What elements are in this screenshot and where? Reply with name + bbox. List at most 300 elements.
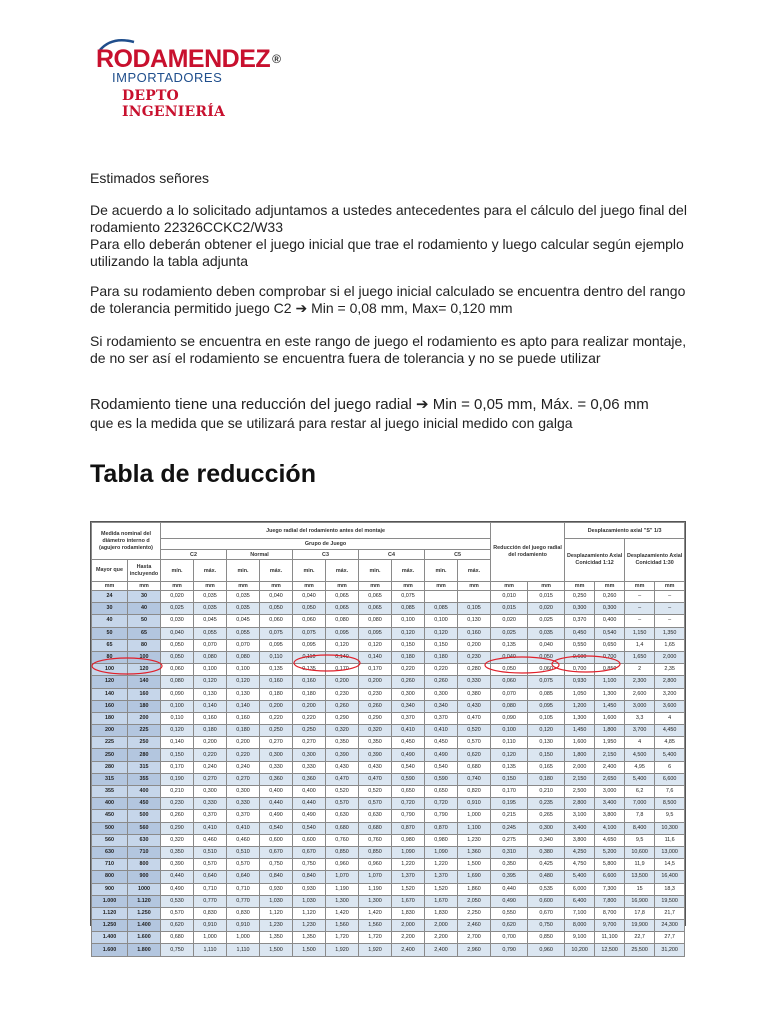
table-cell: 2,150: [595, 749, 625, 761]
logo-registered-mark: ®: [272, 52, 281, 66]
table-cell: 8,000: [565, 920, 595, 932]
unit-mm: mm: [293, 582, 326, 591]
table-cell: 0,065: [359, 603, 392, 615]
table-cell: 0,530: [161, 895, 194, 907]
table-cell: 22,7: [625, 932, 655, 944]
table-cell: 0,120: [161, 725, 194, 737]
table-cell: 0,080: [227, 651, 260, 663]
table-cell: 2,460: [458, 920, 491, 932]
table-cell: 0,010: [491, 591, 528, 603]
table-cell: 1,050: [565, 688, 595, 700]
table-cell: 11,9: [625, 859, 655, 871]
table-cell: 0,220: [194, 749, 227, 761]
table-cell: 0,300: [392, 688, 425, 700]
unit-mm: mm: [359, 582, 392, 591]
table-cell: 0,230: [359, 688, 392, 700]
table-cell: 1.600: [92, 944, 128, 956]
table-cell: 4,250: [565, 846, 595, 858]
unit-mm: mm: [92, 582, 128, 591]
table-cell: 0,270: [293, 737, 326, 749]
table-cell: 180: [92, 712, 128, 724]
table-cell: 1,030: [260, 895, 293, 907]
table-cell: 1.600: [128, 932, 161, 944]
table-cell: 0,160: [458, 627, 491, 639]
table-cell: –: [655, 615, 685, 627]
table-cell: 1,300: [565, 712, 595, 724]
unit-mm: mm: [625, 582, 655, 591]
table-row: [92, 907, 685, 919]
table-cell: 0,270: [227, 773, 260, 785]
table-cell: 0,250: [260, 725, 293, 737]
table-cell: 0,750: [293, 859, 326, 871]
table-cell: 4,750: [565, 859, 595, 871]
table-cell: 0,300: [194, 786, 227, 798]
table-cell: 0,055: [194, 627, 227, 639]
table-cell: 0,130: [458, 615, 491, 627]
table-cell: 3,100: [565, 810, 595, 822]
table-cell: 0,370: [565, 615, 595, 627]
table-cell: 0,045: [227, 615, 260, 627]
table-cell: 2,300: [625, 676, 655, 688]
table-cell: 0,450: [565, 627, 595, 639]
table-cell: 0,350: [161, 846, 194, 858]
table-cell: 0,850: [595, 664, 625, 676]
table-cell: 19,500: [655, 895, 685, 907]
table-row: [92, 871, 685, 883]
table-cell: 0,220: [293, 712, 326, 724]
table-cell: 0,540: [595, 627, 625, 639]
table-cell: 140: [92, 688, 128, 700]
header-min: min.: [293, 560, 326, 582]
greeting: [90, 170, 690, 187]
table-cell: 0,390: [161, 859, 194, 871]
table-cell: 0,470: [359, 773, 392, 785]
table-cell: 0,210: [528, 786, 565, 798]
table-cell: 0,450: [425, 737, 458, 749]
table-cell: 0,490: [161, 883, 194, 895]
table-cell: 0,410: [392, 725, 425, 737]
table-cell: 24,300: [655, 920, 685, 932]
table-cell: 30: [128, 591, 161, 603]
table-cell: 7,8: [625, 810, 655, 822]
table-cell: 0,680: [359, 822, 392, 834]
table-cell: 0,390: [326, 749, 359, 761]
table-row: [92, 651, 685, 663]
logo-brand-text: RODAMENDEZ: [96, 45, 271, 73]
table-cell: 4,450: [655, 725, 685, 737]
table-cell: 3,3: [625, 712, 655, 724]
table-cell: 1,520: [392, 883, 425, 895]
table-cell: 0,400: [260, 786, 293, 798]
table-cell: 0,080: [161, 676, 194, 688]
table-cell: 1,600: [565, 737, 595, 749]
table-cell: 8,700: [595, 907, 625, 919]
table-cell: 3,400: [565, 822, 595, 834]
table-cell: 0,400: [595, 615, 625, 627]
p3-line-1: Si rodamiento se encuentra en este rango de juego el rodamiento es apto para realizar montaje,: [90, 333, 687, 349]
table-cell: 0,490: [491, 895, 528, 907]
table-cell: 0,470: [458, 712, 491, 724]
table-cell: 0,980: [392, 834, 425, 846]
table-cell: 0,120: [194, 676, 227, 688]
table-row: [92, 737, 685, 749]
table-cell: 0,040: [491, 651, 528, 663]
table-cell: 9,5: [625, 834, 655, 846]
table-cell: 0,960: [326, 859, 359, 871]
table-cell: 0,535: [528, 883, 565, 895]
table-cell: 0,850: [528, 932, 565, 944]
table-cell: 27,7: [655, 932, 685, 944]
table-cell: 65: [128, 627, 161, 639]
table-cell: 0,400: [293, 786, 326, 798]
table-cell: 1,090: [392, 846, 425, 858]
table-cell: 0,350: [326, 737, 359, 749]
table-cell: 0,265: [528, 810, 565, 822]
unit-mm: mm: [565, 582, 595, 591]
table-cell: 0,770: [227, 895, 260, 907]
table-cell: 0,215: [491, 810, 528, 822]
table-cell: 0,340: [528, 834, 565, 846]
table-cell: 0,020: [528, 603, 565, 615]
table-cell: 0,035: [227, 603, 260, 615]
table-cell: 0,060: [528, 664, 565, 676]
table-cell: 0,080: [491, 700, 528, 712]
table-cell: 14,5: [655, 859, 685, 871]
table-cell: 1,860: [458, 883, 491, 895]
table-row: [92, 822, 685, 834]
table-cell: 0,290: [359, 712, 392, 724]
table-cell: 0,870: [392, 822, 425, 834]
table-cell: 1,230: [458, 834, 491, 846]
table-cell: 280: [128, 749, 161, 761]
table-cell: 0,650: [595, 639, 625, 651]
table-cell: 6,000: [565, 883, 595, 895]
table-cell: 0,120: [528, 725, 565, 737]
table-cell: 0,140: [194, 700, 227, 712]
group-c3: C3: [293, 550, 359, 560]
table-cell: 3,600: [655, 700, 685, 712]
table-cell: 0,140: [161, 737, 194, 749]
table-cell: 0,230: [458, 651, 491, 663]
table-cell: 0,395: [491, 871, 528, 883]
table-cell: 0,300: [528, 822, 565, 834]
unit-mm: mm: [528, 582, 565, 591]
table-cell: 250: [92, 749, 128, 761]
table-cell: 2,35: [655, 664, 685, 676]
table-cell: 8,500: [655, 798, 685, 810]
table-cell: 0,300: [425, 688, 458, 700]
table-cell: 1,920: [359, 944, 392, 956]
table-cell: 6,400: [565, 895, 595, 907]
table-cell: 0,680: [326, 822, 359, 834]
table-cell: 1,670: [425, 895, 458, 907]
group-c2: C2: [161, 550, 227, 560]
table-cell: 0,300: [595, 603, 625, 615]
table-cell: 0,930: [565, 676, 595, 688]
table-cell: 0,650: [392, 786, 425, 798]
unit-mm: mm: [227, 582, 260, 591]
table-cell: 0,270: [194, 773, 227, 785]
table-cell: 0,110: [491, 737, 528, 749]
table-cell: 0,700: [595, 651, 625, 663]
table-cell: 0,340: [425, 700, 458, 712]
table-cell: 7,300: [595, 883, 625, 895]
unit-mm: mm: [326, 582, 359, 591]
table-cell: 0,750: [260, 859, 293, 871]
table-cell: 0,300: [260, 749, 293, 761]
table-cell: 25,500: [625, 944, 655, 956]
table-cell: 0,200: [326, 676, 359, 688]
table-cell: 1,650: [625, 651, 655, 663]
table-cell: 0,220: [392, 664, 425, 676]
table-cell: 0,120: [227, 676, 260, 688]
unit-mm: mm: [392, 582, 425, 591]
table-cell: 0,440: [161, 871, 194, 883]
table-cell: 0,540: [293, 822, 326, 834]
table-cell: 0,110: [293, 651, 326, 663]
table-cell: 0,135: [491, 639, 528, 651]
table-cell: 2,200: [392, 932, 425, 944]
table-cell: [458, 591, 491, 603]
table-cell: 0,760: [326, 834, 359, 846]
table-cell: 225: [128, 725, 161, 737]
table-cell: 2,700: [458, 932, 491, 944]
table-cell: 0,170: [161, 761, 194, 773]
table-cell: 0,240: [227, 761, 260, 773]
header-min: min.: [359, 560, 392, 582]
table-cell: 0,440: [293, 798, 326, 810]
table-cell: 0,380: [528, 846, 565, 858]
table-row: [92, 591, 685, 603]
table-cell: 0,135: [293, 664, 326, 676]
table-cell: 0,600: [260, 834, 293, 846]
table-cell: 0,260: [595, 591, 625, 603]
table-cell: 0,820: [458, 786, 491, 798]
table-cell: 1.250: [128, 907, 161, 919]
table-row: [92, 603, 685, 615]
table-row: [92, 725, 685, 737]
table-row: [92, 859, 685, 871]
table-cell: 0,510: [227, 846, 260, 858]
table-cell: 800: [92, 871, 128, 883]
table-cell: 1,000: [458, 810, 491, 822]
table-cell: 0,490: [293, 810, 326, 822]
table-cell: 1,500: [458, 859, 491, 871]
table-cell: 0,100: [161, 700, 194, 712]
table-row: [92, 627, 685, 639]
table-row: [92, 786, 685, 798]
table-row: [92, 700, 685, 712]
table-cell: 50: [128, 615, 161, 627]
table-cell: 0,870: [425, 822, 458, 834]
table-cell: 1,690: [458, 871, 491, 883]
table-cell: 0,090: [491, 712, 528, 724]
table-cell: –: [625, 603, 655, 615]
table-cell: 0,025: [528, 615, 565, 627]
table-cell: 40: [128, 603, 161, 615]
unit-mm: mm: [655, 582, 685, 591]
table-cell: 0,340: [392, 700, 425, 712]
unit-mm: mm: [194, 582, 227, 591]
table-cell: 0,460: [194, 834, 227, 846]
table-cell: 0,280: [458, 664, 491, 676]
table-cell: 13,500: [625, 871, 655, 883]
table-cell: 0,060: [161, 664, 194, 676]
table-cell: 6,600: [655, 773, 685, 785]
table-cell: 0,095: [260, 639, 293, 651]
header-radial-clearance: Juego radial del rodamiento antes del montaje: [161, 523, 491, 539]
table-cell: 1,150: [625, 627, 655, 639]
table-cell: 4,85: [655, 737, 685, 749]
table-cell: 0,180: [392, 651, 425, 663]
table-cell: 0,540: [425, 761, 458, 773]
table-cell: 0,570: [194, 859, 227, 871]
department-label: DEPTO INGENIERÍA: [122, 88, 226, 120]
table-cell: 1,4: [625, 639, 655, 651]
table-cell: 450: [128, 798, 161, 810]
table-cell: 0,260: [359, 700, 392, 712]
table-cell: 5,800: [595, 859, 625, 871]
table-cell: 2,400: [392, 944, 425, 956]
table-cell: 1.120: [92, 907, 128, 919]
table-cell: 0,330: [293, 761, 326, 773]
table-cell: 0,060: [491, 676, 528, 688]
table-cell: 0,520: [359, 786, 392, 798]
table-cell: 2,000: [655, 651, 685, 663]
table-cell: 1,090: [425, 846, 458, 858]
table-cell: 0,710: [227, 883, 260, 895]
table-cell: 1,000: [227, 932, 260, 944]
table-cell: 0,770: [194, 895, 227, 907]
table-cell: 0,220: [227, 749, 260, 761]
table-cell: 0,760: [359, 834, 392, 846]
table-cell: 0,120: [425, 627, 458, 639]
table-cell: 2,000: [565, 761, 595, 773]
table-cell: 355: [128, 773, 161, 785]
table-cell: 0,260: [392, 676, 425, 688]
table-cell: 1,300: [359, 895, 392, 907]
header-max: máx.: [260, 560, 293, 582]
header-mayor-que: Mayor que: [92, 560, 128, 582]
table-cell: 0,040: [161, 627, 194, 639]
table-cell: 0,430: [458, 700, 491, 712]
table-cell: 0,150: [528, 749, 565, 761]
table-cell: –: [625, 591, 655, 603]
table-cell: 0,520: [458, 725, 491, 737]
table-cell: 315: [92, 773, 128, 785]
table-cell: 1,220: [392, 859, 425, 871]
table-cell: 0,130: [528, 737, 565, 749]
table-cell: 0,470: [326, 773, 359, 785]
table-cell: 1,830: [392, 907, 425, 919]
table-cell: 19,900: [625, 920, 655, 932]
table-cell: 0,160: [293, 676, 326, 688]
header-hasta: Hasta incluyendo: [128, 560, 161, 582]
table-cell: 0,015: [491, 603, 528, 615]
table-cell: 30: [92, 603, 128, 615]
table-cell: 1.400: [128, 920, 161, 932]
table-cell: 0,350: [359, 737, 392, 749]
header-max: máx.: [194, 560, 227, 582]
table-cell: 0,700: [565, 664, 595, 676]
table-cell: 4,500: [625, 749, 655, 761]
table-cell: 0,250: [565, 591, 595, 603]
table-cell: 0,910: [194, 920, 227, 932]
table-cell: 2,500: [565, 786, 595, 798]
table-cell: 0,260: [161, 810, 194, 822]
table-cell: 1,220: [425, 859, 458, 871]
table-cell: 0,910: [458, 798, 491, 810]
table-cell: 1,450: [595, 700, 625, 712]
table-cell: 0,230: [161, 798, 194, 810]
table-cell: 450: [92, 810, 128, 822]
table-cell: 0,520: [326, 786, 359, 798]
table-cell: 0,630: [326, 810, 359, 822]
p2-line-1: Para su rodamiento deben comprobar si el juego inicial calculado se encuentra dentro del rango: [90, 283, 686, 299]
table-cell: 0,330: [260, 761, 293, 773]
table-cell: 0,490: [425, 749, 458, 761]
group-c5: C5: [425, 550, 491, 560]
header-min: mín.: [161, 560, 194, 582]
table-cell: 0,320: [359, 725, 392, 737]
table-cell: 18,3: [655, 883, 685, 895]
logo-subtitle: IMPORTADORES: [112, 70, 223, 85]
unit-mm: mm: [595, 582, 625, 591]
paragraph-2: [90, 283, 690, 317]
header-axial-1-12: Desplazamiento Axial Conicidad 1:12: [565, 539, 625, 582]
table-cell: 1,720: [359, 932, 392, 944]
table-cell: 1,070: [359, 871, 392, 883]
table-cell: 2,150: [565, 773, 595, 785]
table-cell: 0,105: [458, 603, 491, 615]
table-row: [92, 615, 685, 627]
table-cell: 0,075: [392, 591, 425, 603]
header-reduction: Reducción del juego radial del rodamiento: [491, 523, 565, 582]
table-cell: 0,060: [260, 615, 293, 627]
p1-line-1: De acuerdo a lo solicitado adjuntamos a ustedes antecedentes para el cálculo del juego final del: [90, 202, 687, 218]
table-cell: 0,075: [293, 627, 326, 639]
table-cell: 0,150: [392, 639, 425, 651]
table-cell: 9,5: [655, 810, 685, 822]
table-cell: 16,900: [625, 895, 655, 907]
table-cell: 0,410: [227, 822, 260, 834]
table-cell: 2: [625, 664, 655, 676]
table-row: [92, 895, 685, 907]
table-cell: 0,150: [491, 773, 528, 785]
table-cell: 0,960: [359, 859, 392, 871]
table-cell: 0,245: [491, 822, 528, 834]
table-cell: 0,025: [161, 603, 194, 615]
table-cell: 1.250: [92, 920, 128, 932]
table-cell: 1,370: [392, 871, 425, 883]
table-cell: 0,790: [425, 810, 458, 822]
table-cell: 3,800: [595, 810, 625, 822]
table-cell: 0,620: [491, 920, 528, 932]
table-cell: 0,550: [565, 639, 595, 651]
table-cell: 120: [92, 676, 128, 688]
table-cell: 5,400: [565, 871, 595, 883]
table-cell: 0,200: [194, 737, 227, 749]
table-cell: 160: [92, 700, 128, 712]
table-cell: 3,400: [595, 798, 625, 810]
table-cell: 0,200: [293, 700, 326, 712]
table-cell: 0,140: [359, 651, 392, 663]
table-cell: 0,440: [260, 798, 293, 810]
table-cell: 0,075: [528, 676, 565, 688]
table-cell: 0,075: [260, 627, 293, 639]
table-cell: 0,260: [326, 700, 359, 712]
table-cell: 0,930: [293, 883, 326, 895]
